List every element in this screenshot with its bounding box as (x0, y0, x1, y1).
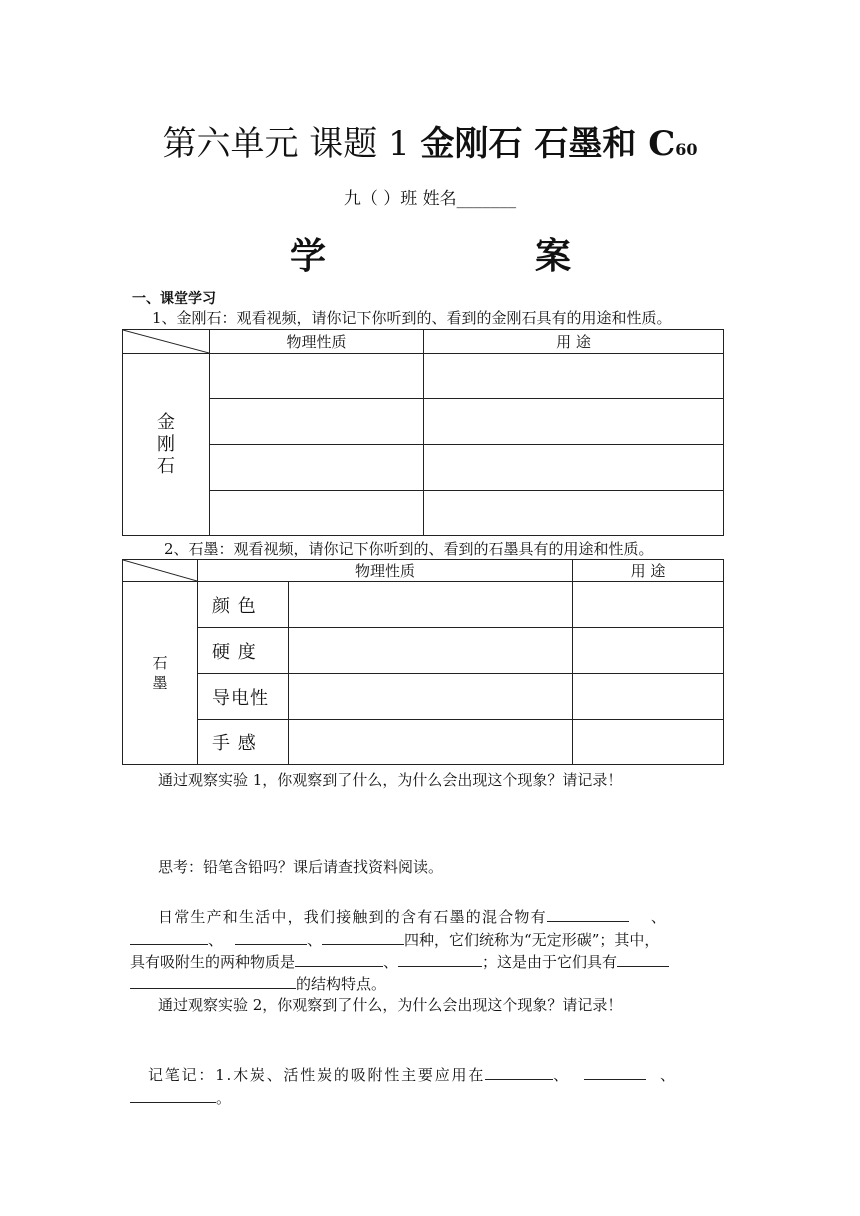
think-prompt: 思考：铅笔含铅吗？课后请查找资料阅读。 (158, 858, 444, 876)
row-label-graphite: 石墨 (123, 582, 198, 765)
answer-cell[interactable] (289, 674, 573, 720)
graphite-table (122, 559, 724, 765)
experiment1-prompt: 通过观察实验 1，你观察到了什么，为什么会出现这个现象？请记录！ (158, 771, 623, 789)
title-prefix: 第六单元 课题 1 (162, 124, 421, 164)
question-graphite: 2、石墨：观看视频，请你记下你听到的、看到的石墨具有的用途和性质。 (164, 540, 654, 558)
diamond-table (122, 329, 724, 536)
class-name-line: 九（ ）班 姓名_______ (343, 189, 517, 209)
answer-cell[interactable] (289, 628, 573, 674)
fill-line-3: 具有吸附生的两种物质是 、 ；这是由于它们具有 (130, 950, 669, 972)
note-line-2: 。 (130, 1086, 231, 1108)
property-hardness: 硬 度 (198, 628, 289, 674)
fill-line-1: 日常生产和生活中，我们接触到的含有石墨的混合物有 、 (158, 905, 667, 927)
blank-field[interactable] (130, 972, 296, 989)
answer-cell[interactable] (210, 491, 424, 536)
blank-field[interactable] (295, 950, 383, 967)
blank-field[interactable] (130, 1086, 216, 1103)
answer-cell[interactable] (210, 354, 424, 399)
property-color: 颜 色 (198, 582, 289, 628)
answer-cell[interactable] (424, 354, 724, 399)
fill-line-4: 的结构特点。 (130, 972, 386, 994)
diagonal-header-cell (123, 560, 198, 582)
heading-an: 案 (535, 235, 572, 277)
title-subscript: 60 (675, 140, 698, 159)
answer-cell[interactable] (424, 445, 724, 491)
col-header-props: 物理性质 (210, 330, 424, 354)
property-feel: 手 感 (198, 720, 289, 765)
row-label-diamond: 金刚石 (123, 354, 210, 536)
fill-line-2: 、 、 四种，它们统称为“无定形碳”；其中， (130, 928, 659, 950)
answer-cell[interactable] (424, 399, 724, 445)
experiment2-prompt: 通过观察实验 2，你观察到了什么，为什么会出现这个现象？请记录！ (158, 996, 623, 1014)
answer-cell[interactable] (573, 674, 724, 720)
property-conductivity: 导电性 (198, 674, 289, 720)
section-heading: 一、课堂学习 (132, 291, 216, 307)
col-header-use: 用 途 (424, 330, 724, 354)
answer-cell[interactable] (210, 445, 424, 491)
blank-field[interactable] (322, 928, 404, 945)
blank-field[interactable] (130, 928, 208, 945)
answer-cell[interactable] (289, 582, 573, 628)
answer-cell[interactable] (210, 399, 424, 445)
diagonal-header-cell (123, 330, 210, 354)
heading-xue: 学 (290, 235, 327, 277)
answer-cell[interactable] (573, 720, 724, 765)
blank-field[interactable] (398, 950, 482, 967)
blank-field[interactable] (617, 950, 669, 967)
answer-cell[interactable] (573, 628, 724, 674)
col-header-use: 用 途 (573, 560, 724, 582)
blank-field[interactable] (485, 1063, 553, 1080)
col-header-props: 物理性质 (198, 560, 573, 582)
answer-cell[interactable] (424, 491, 724, 536)
note-line-1: 记笔记：1.木炭、活性炭的吸附性主要应用在 、 、 (148, 1063, 677, 1085)
question-diamond: 1、金刚石：观看视频，请你记下你听到的、看到的金刚石具有的用途和性质。 (152, 309, 672, 327)
answer-cell[interactable] (289, 720, 573, 765)
title-main: 金刚石 石墨和 C (420, 124, 676, 164)
page-title (0, 116, 860, 165)
blank-field[interactable] (235, 928, 307, 945)
answer-cell[interactable] (573, 582, 724, 628)
blank-field[interactable] (547, 905, 629, 922)
blank-field[interactable] (584, 1063, 646, 1080)
